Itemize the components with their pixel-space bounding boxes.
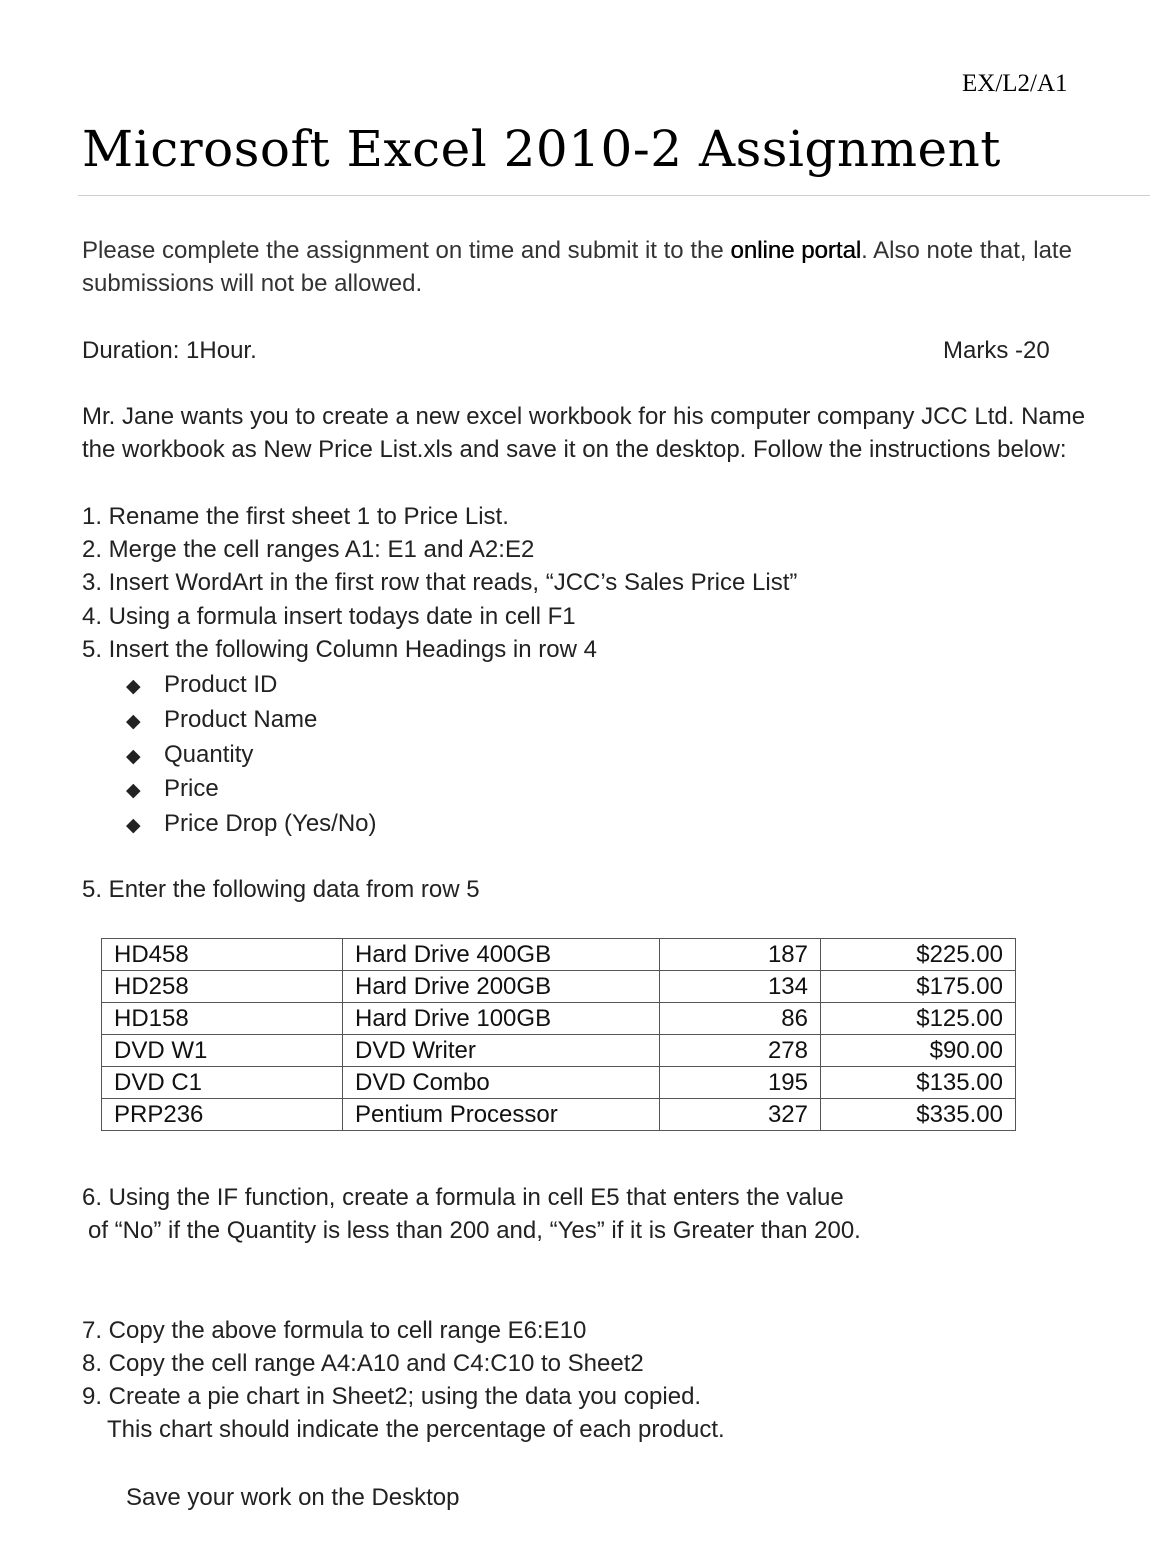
list-item: ◆ Product Name [126,703,377,738]
description-line-1: Mr. Jane wants you to create a new excel workbook for his computer company JCC Ltd. Name [82,403,1086,430]
step-6-line-2: of “No” if the Quantity is less than 200 and, “Yes” if it is Greater than 200. [88,1217,861,1244]
product-name-cell: DVD Combo [343,1067,660,1099]
step-9: 9. Create a pie chart in Sheet2; using the data you copied. [82,1383,702,1410]
instruction-list-continued [82,1314,725,1446]
description-line-2: the workbook as New Price List.xls and save it on the desktop. Follow the instructions below: [82,436,1067,463]
diamond-bullet-icon: ◆ [126,815,141,837]
table-row [102,1003,1016,1035]
product-name-cell: Hard Drive 100GB [343,1003,660,1035]
table-row [102,1035,1016,1067]
table-row [102,1099,1016,1131]
price-cell: $125.00 [821,1003,1016,1035]
list-item: ◆ Price Drop (Yes/No) [126,807,377,842]
step-8: 8. Copy the cell range A4:A10 and C4:C10 to Sheet2 [82,1350,644,1377]
intro-text: Please complete the assignment on time and submit it to the [82,237,731,264]
diamond-bullet-icon: ◆ [126,780,141,802]
list-item: ◆ Price [126,772,377,807]
product-id-cell: DVD W1 [102,1035,343,1067]
intro-paragraph [82,234,1072,300]
price-cell: $225.00 [821,939,1016,971]
list-item: ◆ Quantity [126,738,377,773]
price-cell: $90.00 [821,1035,1016,1067]
page-title: Microsoft Excel 2010-2 Assignment [82,120,1001,178]
column-headings-list [126,668,377,842]
intro-text-end: . Also note that, late [861,237,1072,264]
product-id-cell: HD458 [102,939,343,971]
task-description [82,400,1085,466]
product-id-cell: DVD C1 [102,1067,343,1099]
intro-line-2: submissions will not be allowed. [82,270,423,297]
step-1: 1. Rename the first sheet 1 to Price List. [82,503,509,530]
product-id-cell: HD258 [102,971,343,1003]
price-cell: $335.00 [821,1099,1016,1131]
step-5-data: 5. Enter the following data from row 5 [82,876,480,903]
duration-label: Duration: 1Hour. [82,337,257,364]
quantity-cell: 86 [660,1003,821,1035]
step-2: 2. Merge the cell ranges A1: E1 and A2:E2 [82,536,535,564]
document-code: EX/L2/A1 [962,70,1068,97]
table-row [102,1067,1016,1099]
online-portal-text: online portal [730,237,862,264]
price-data-table [101,938,1016,1131]
step-6 [82,1181,861,1247]
product-name-cell: DVD Writer [343,1035,660,1067]
step-9-note: This chart should indicate the percentage of each product. [107,1416,725,1443]
product-name-cell: Hard Drive 200GB [343,971,660,1003]
diamond-bullet-icon: ◆ [126,676,141,697]
step-6-line-1: 6. Using the IF function, create a formula in cell E5 that enters the value [82,1184,844,1211]
quantity-cell: 134 [660,971,821,1003]
table-row [102,971,1016,1003]
product-name-cell: Pentium Processor [343,1099,660,1131]
step-3: 3. Insert WordArt in the first row that reads, “JCC’s Sales Price List” [82,569,798,597]
product-id-cell: PRP236 [102,1099,343,1131]
save-instruction: Save your work on the Desktop [126,1484,460,1511]
quantity-cell: 327 [660,1099,821,1131]
price-cell: $135.00 [821,1067,1016,1099]
step-4: 4. Using a formula insert todays date in cell F1 [82,602,576,630]
product-name-cell: Hard Drive 400GB [343,939,660,971]
quantity-cell: 195 [660,1067,821,1099]
product-id-cell: HD158 [102,1003,343,1035]
price-cell: $175.00 [821,971,1016,1003]
instruction-list [82,500,797,666]
marks-label: Marks -20 [943,337,1050,364]
quantity-cell: 278 [660,1035,821,1067]
list-item: ◆ Product ID [126,668,377,703]
title-divider [78,195,1150,196]
step-5: 5. Insert the following Column Headings in row 4 [82,635,597,663]
diamond-bullet-icon: ◆ [126,745,141,767]
diamond-bullet-icon: ◆ [126,710,141,732]
quantity-cell: 187 [660,939,821,971]
step-7: 7. Copy the above formula to cell range E6:E10 [82,1317,587,1344]
table-row [102,939,1016,971]
